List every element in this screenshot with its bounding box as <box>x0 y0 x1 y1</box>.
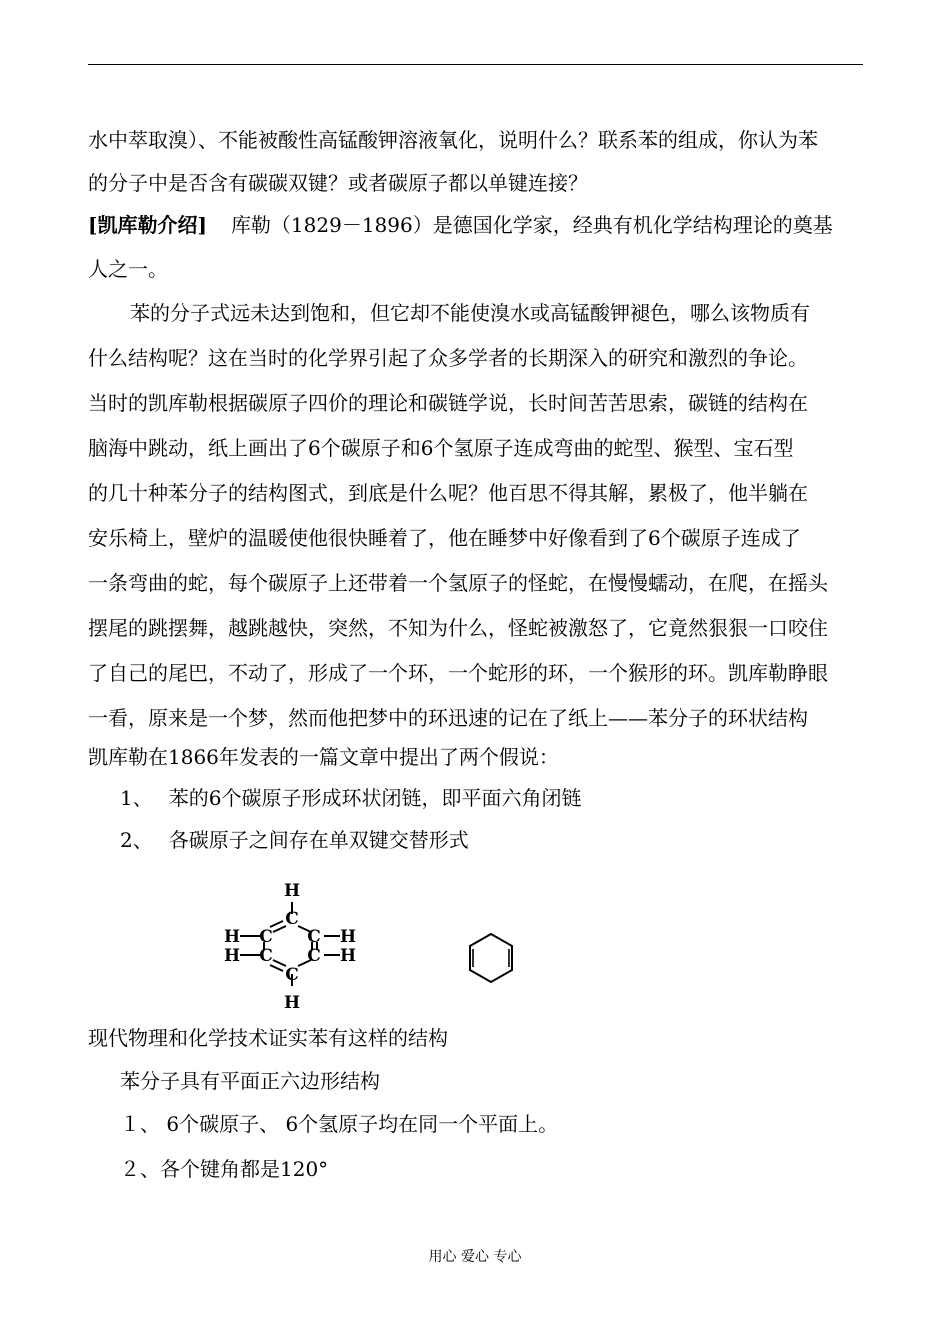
atom-c-left-upper: C <box>259 927 273 947</box>
text-line-8: 的几十种苯分子的结构图式，到底是什么呢？他百思不得其解，累极了，他半躺在 <box>88 481 808 505</box>
text-line-9: 安乐椅上，壁炉的温暖使他很快睡着了，他在睡梦中好像看到了6个碳原子连成了 <box>88 526 801 550</box>
hypothesis-2-text: 各碳原子之间存在单双键交替形式 <box>168 828 469 852</box>
text-line-12: 了自己的尾巴，不动了，形成了一个环，一个蛇形的环，一个猴形的环。凯库勒睁眼 <box>88 661 828 685</box>
benzene-hexagon-diagram <box>462 928 522 988</box>
page-footer: 用心 爱心 专心 <box>428 1249 522 1265</box>
text-line-2: 的分子中是否含有碳碳双键？或者碳原子都以单键连接？ <box>88 171 588 195</box>
bond-double-1a <box>273 926 286 932</box>
intro-line <box>88 212 833 238</box>
text-line-5: 什么结构呢？这在当时的化学界引起了众多学者的长期深入的研究和激烈的争论。 <box>88 346 808 370</box>
bond-double-3a <box>273 960 286 966</box>
text-line-7: 脑海中跳动，纸上画出了6个碳原子和6个氢原子连成弯曲的蛇型、猴型、宝石型 <box>88 436 794 460</box>
atom-h-right-lower: H <box>339 946 357 966</box>
atom-h-left-lower: H <box>223 946 241 966</box>
atom-h-left-upper: H <box>223 927 241 947</box>
hypothesis-1-text: 苯的6个碳原子形成环状闭链，即平面六角闭链 <box>168 786 582 810</box>
text-line-13: 一看，原来是一个梦，然而他把梦中的环迅速的记在了纸上——苯分子的环状结构 <box>88 706 808 730</box>
kekule-structure-figure <box>222 874 362 1016</box>
text-after-2: 苯分子具有平面正六边形结构 <box>120 1069 380 1093</box>
text-line-1: 水中萃取溴）、不能被酸性高锰酸钾溶液氧化，说明什么？联系苯的组成，你认为苯 <box>88 128 818 152</box>
text-after-1: 现代物理和化学技术证实苯有这样的结构 <box>88 1026 448 1050</box>
atom-c-top: C <box>285 909 299 929</box>
hypothesis-2 <box>120 827 469 853</box>
atom-c-left-lower: C <box>259 946 273 966</box>
text-line-11: 摆尾的跳摆舞，越跳越快，突然，不知为什么，怪蛇被激怒了，它竟然狠狠一口咬住 <box>88 616 828 640</box>
benzene-hexagon-figure <box>462 928 522 988</box>
kekule-structure-diagram <box>222 874 362 1016</box>
hexagon-ring <box>470 934 512 982</box>
text-line-3: 人之一。 <box>88 257 168 281</box>
atom-h-right-upper: H <box>339 927 357 947</box>
header-rule <box>88 64 863 65</box>
hypothesis-2-number: 2、 <box>120 828 153 852</box>
text-line-10: 一条弯曲的蛇，每个碳原子上还带着一个氢原子的怪蛇，在慢慢蠕动，在爬，在摇头 <box>88 571 828 595</box>
paragraph-start: 苯的分子式远未达到饱和，但它却不能使溴水或高锰酸钾褪色，哪么该物质有 <box>130 301 810 325</box>
atom-c-right-upper: C <box>307 927 321 947</box>
text-line-14: 凯库勒在1866年发表的一篇文章中提出了两个假说： <box>88 745 559 769</box>
text-after-3: １、 6个碳原子、 6个氢原子均在同一个平面上。 <box>120 1112 559 1136</box>
atom-h-bottom: H <box>283 993 301 1013</box>
hypothesis-1 <box>120 785 581 811</box>
hypothesis-1-number: 1、 <box>120 786 153 810</box>
text-after-4: ２、各个键角都是120° <box>120 1157 329 1181</box>
atom-c-right-lower: C <box>307 946 321 966</box>
atom-h-top: H <box>283 881 301 901</box>
intro-text: 库勒（1829－1896）是德国化学家，经典有机化学结构理论的奠基 <box>230 213 833 237</box>
text-line-6: 当时的凯库勒根据碳原子四价的理论和碳链学说，长时间苦苦思索，碳链的结构在 <box>88 391 808 415</box>
atom-c-bottom: C <box>285 965 299 985</box>
intro-label: [凯库勒介绍] <box>88 213 207 237</box>
